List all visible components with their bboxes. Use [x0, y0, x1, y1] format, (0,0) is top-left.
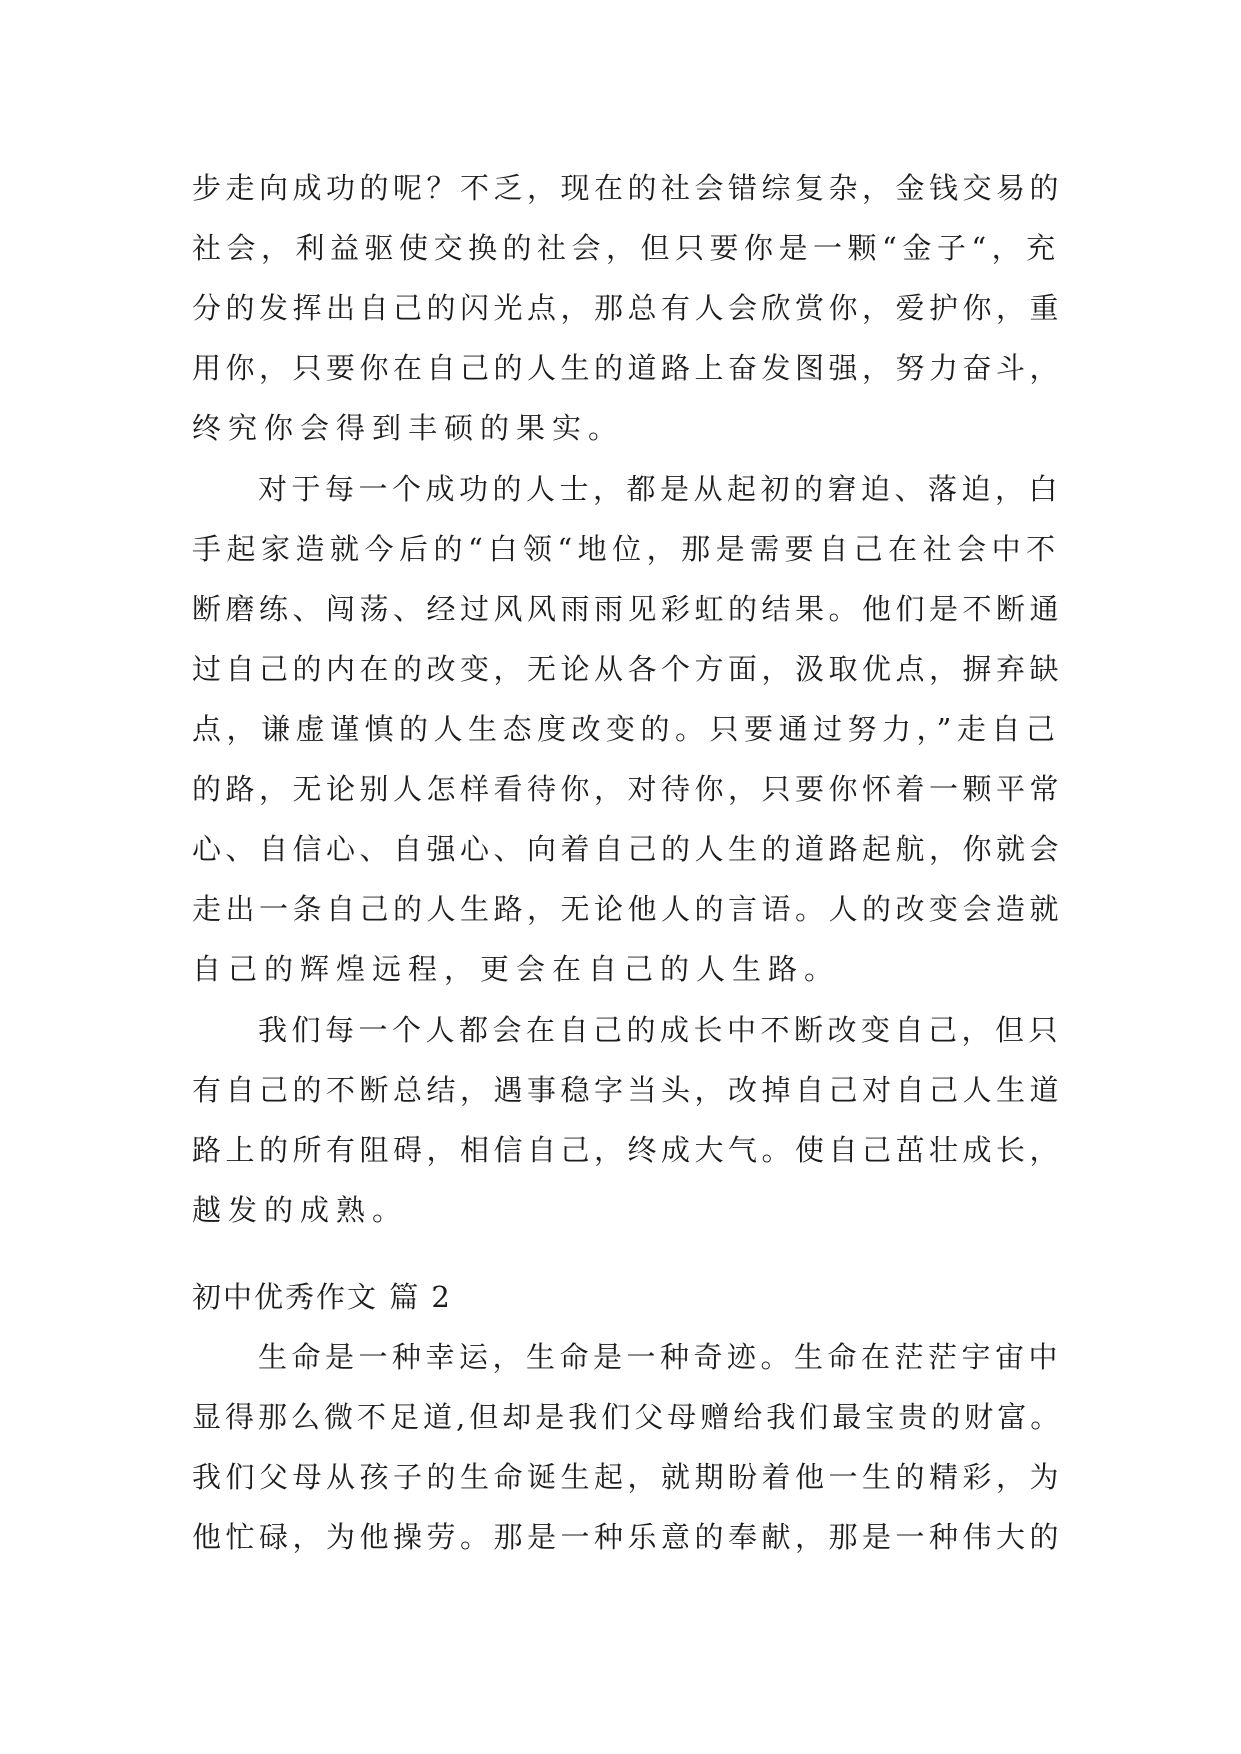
text-line: 断磨练、闯荡、经过风风雨雨见彩虹的结果。他们是不断通 — [192, 592, 1064, 626]
text-line: 点，谦虚谨慎的人生态度改变的。只要通过努力，”走自己 — [192, 712, 1061, 746]
text-line: 走出一条自己的人生路，无论他人的言语。人的改变会造就 — [192, 892, 1064, 926]
text-line: 越发的成熟。 — [192, 1193, 409, 1227]
text-line: 他忙碌，为他操劳。那是一种乐意的奉献，那是一种伟大的 — [192, 1520, 1064, 1554]
text-line: 生命是一种幸运，生命是一种奇迹。生命在茫茫宇宙中 — [258, 1340, 1063, 1374]
text-line: 的路，无论别人怎样看待你，对待你，只要你怀着一颗平常 — [192, 772, 1064, 806]
text-line: 对于每一个成功的人士，都是从起初的窘迫、落迫，白 — [258, 472, 1063, 506]
text-line: 过自己的内在的改变，无论从各个方面，汲取优点，摒弃缺 — [192, 652, 1064, 686]
text-line: 社会，利益驱使交换的社会，但只要你是一颗“金子“，充 — [192, 231, 1061, 265]
text-line: 手起家造就今后的“白领“地位，那是需要自己在社会中不 — [192, 532, 1061, 566]
text-line: 我们每一个人都会在自己的成长中不断改变自己，但只 — [258, 1013, 1063, 1047]
text-line: 自己的辉煌远程，更会在自己的人生路。 — [192, 952, 841, 986]
text-line: 分的发挥出自己的闪光点，那总有人会欣赏你，爱护你，重 — [192, 291, 1064, 325]
text-line: 心、自信心、自强心、向着自己的人生的道路起航，你就会 — [192, 832, 1064, 866]
text-line: 步走向成功的呢？不乏，现在的社会错综复杂，金钱交易的 — [192, 171, 1064, 205]
text-line: 显得那么微不足道,但却是我们父母赠给我们最宝贵的财富。 — [192, 1400, 1064, 1434]
text-line: 有自己的不断总结，遇事稳字当头，改掉自己对自己人生道 — [192, 1073, 1064, 1107]
text-line: 我们父母从孩子的生命诞生起，就期盼着他一生的精彩，为 — [192, 1460, 1064, 1494]
text-line: 路上的所有阻碍，相信自己，终成大气。使自己茁壮成长， — [192, 1133, 1064, 1167]
text-line: 用你，只要你在自己的人生的道路上奋发图强，努力奋斗， — [192, 351, 1064, 385]
text-line: 终究你会得到丰硕的果实。 — [192, 411, 625, 445]
section-heading: 初中优秀作文 篇 2 — [192, 1280, 452, 1314]
